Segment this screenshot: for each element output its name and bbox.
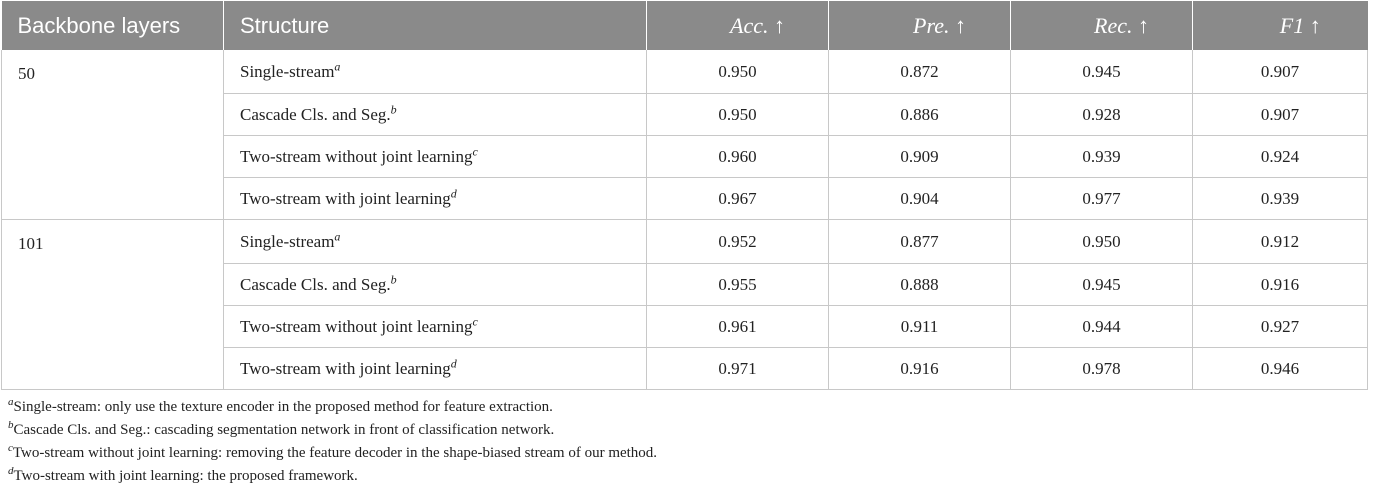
- footnote-mark: a: [8, 396, 14, 408]
- f1-cell: 0.912: [1193, 220, 1368, 264]
- accuracy-cell: 0.971: [647, 348, 829, 390]
- f1-cell: 0.907: [1193, 94, 1368, 136]
- backbone-cell: 50: [2, 50, 224, 220]
- header-accuracy-label: Acc.: [730, 12, 769, 38]
- structure-cell: [224, 306, 647, 348]
- f1-cell: 0.907: [1193, 50, 1368, 94]
- precision-cell: 0.886: [829, 94, 1011, 136]
- structure-name: Two-stream with joint learning: [240, 188, 451, 208]
- header-accuracy: [647, 1, 829, 50]
- footnote-mark: d: [8, 465, 14, 477]
- footnote-mark: c: [472, 313, 478, 328]
- accuracy-cell: 0.967: [647, 178, 829, 220]
- table-row: [2, 220, 1368, 264]
- precision-cell: 0.911: [829, 306, 1011, 348]
- table-header: [2, 1, 1368, 50]
- footnote-b: [8, 419, 657, 442]
- table-body: [2, 50, 1368, 390]
- footnote-mark: b: [390, 101, 397, 116]
- header-f1-label: F1: [1279, 12, 1305, 38]
- precision-cell: 0.904: [829, 178, 1011, 220]
- f1-cell: 0.939: [1193, 178, 1368, 220]
- footnote-mark: c: [472, 143, 478, 158]
- recall-cell: 0.945: [1011, 264, 1193, 306]
- structure-cell: [224, 348, 647, 390]
- recall-cell: 0.939: [1011, 136, 1193, 178]
- table-footnotes: [8, 396, 657, 488]
- structure-name: Cascade Cls. and Seg.: [240, 104, 391, 124]
- footnote-mark: d: [450, 355, 457, 370]
- footnote-d: [8, 465, 657, 488]
- structure-cell: [224, 136, 647, 178]
- structure-cell: [224, 220, 647, 264]
- header-precision: [829, 1, 1011, 50]
- footnote-text: Two-stream without joint learning: removing the feature decoder in the shape-biased stream of our method.: [12, 445, 658, 461]
- accuracy-cell: 0.960: [647, 136, 829, 178]
- recall-cell: 0.950: [1011, 220, 1193, 264]
- footnote-text: Single-stream: only use the texture encoder in the proposed method for feature extraction.: [13, 399, 553, 415]
- recall-cell: 0.944: [1011, 306, 1193, 348]
- accuracy-cell: 0.952: [647, 220, 829, 264]
- footnote-text: Two-stream with joint learning: the proposed framework.: [13, 468, 358, 484]
- structure-name: Two-stream with joint learning: [240, 358, 451, 378]
- footnote-mark: a: [334, 58, 341, 73]
- footnote-c: [8, 442, 657, 465]
- structure-cell: [224, 264, 647, 306]
- structure-name: Two-stream without joint learning: [240, 146, 473, 166]
- accuracy-cell: 0.955: [647, 264, 829, 306]
- precision-cell: 0.909: [829, 136, 1011, 178]
- up-arrow-icon: ↑: [1309, 12, 1321, 38]
- accuracy-cell: 0.950: [647, 94, 829, 136]
- footnote-text: Cascade Cls. and Seg.: cascading segmentation network in front of classification network.: [13, 422, 555, 438]
- structure-cell: [224, 94, 647, 136]
- footnote-mark: d: [450, 185, 457, 200]
- header-precision-label: Pre.: [913, 12, 950, 38]
- header-f1: [1193, 1, 1368, 50]
- header-recall: [1011, 1, 1193, 50]
- recall-cell: 0.978: [1011, 348, 1193, 390]
- footnote-mark: b: [390, 271, 397, 286]
- precision-cell: 0.888: [829, 264, 1011, 306]
- structure-name: Cascade Cls. and Seg.: [240, 274, 391, 294]
- structure-cell: [224, 50, 647, 94]
- backbone-cell: 101: [2, 220, 224, 390]
- footnote-mark: a: [334, 228, 341, 243]
- footnote-mark: c: [8, 442, 13, 454]
- precision-cell: 0.916: [829, 348, 1011, 390]
- table-row: [2, 50, 1368, 94]
- precision-cell: 0.872: [829, 50, 1011, 94]
- results-table: [1, 1, 1368, 390]
- f1-cell: 0.924: [1193, 136, 1368, 178]
- f1-cell: 0.946: [1193, 348, 1368, 390]
- up-arrow-icon: ↑: [954, 12, 966, 38]
- accuracy-cell: 0.950: [647, 50, 829, 94]
- precision-cell: 0.877: [829, 220, 1011, 264]
- f1-cell: 0.927: [1193, 306, 1368, 348]
- recall-cell: 0.928: [1011, 94, 1193, 136]
- header-structure: Structure: [224, 1, 647, 50]
- structure-name: Single-stream: [240, 231, 335, 251]
- structure-name: Single-stream: [240, 61, 335, 81]
- structure-cell: [224, 178, 647, 220]
- header-recall-label: Rec.: [1094, 12, 1133, 38]
- up-arrow-icon: ↑: [773, 12, 785, 38]
- f1-cell: 0.916: [1193, 264, 1368, 306]
- header-backbone-layers: Backbone layers: [2, 1, 224, 50]
- up-arrow-icon: ↑: [1137, 12, 1149, 38]
- recall-cell: 0.945: [1011, 50, 1193, 94]
- header-row: [2, 1, 1368, 50]
- footnote-mark: b: [8, 419, 14, 431]
- structure-name: Two-stream without joint learning: [240, 316, 473, 336]
- recall-cell: 0.977: [1011, 178, 1193, 220]
- accuracy-cell: 0.961: [647, 306, 829, 348]
- footnote-a: [8, 396, 657, 419]
